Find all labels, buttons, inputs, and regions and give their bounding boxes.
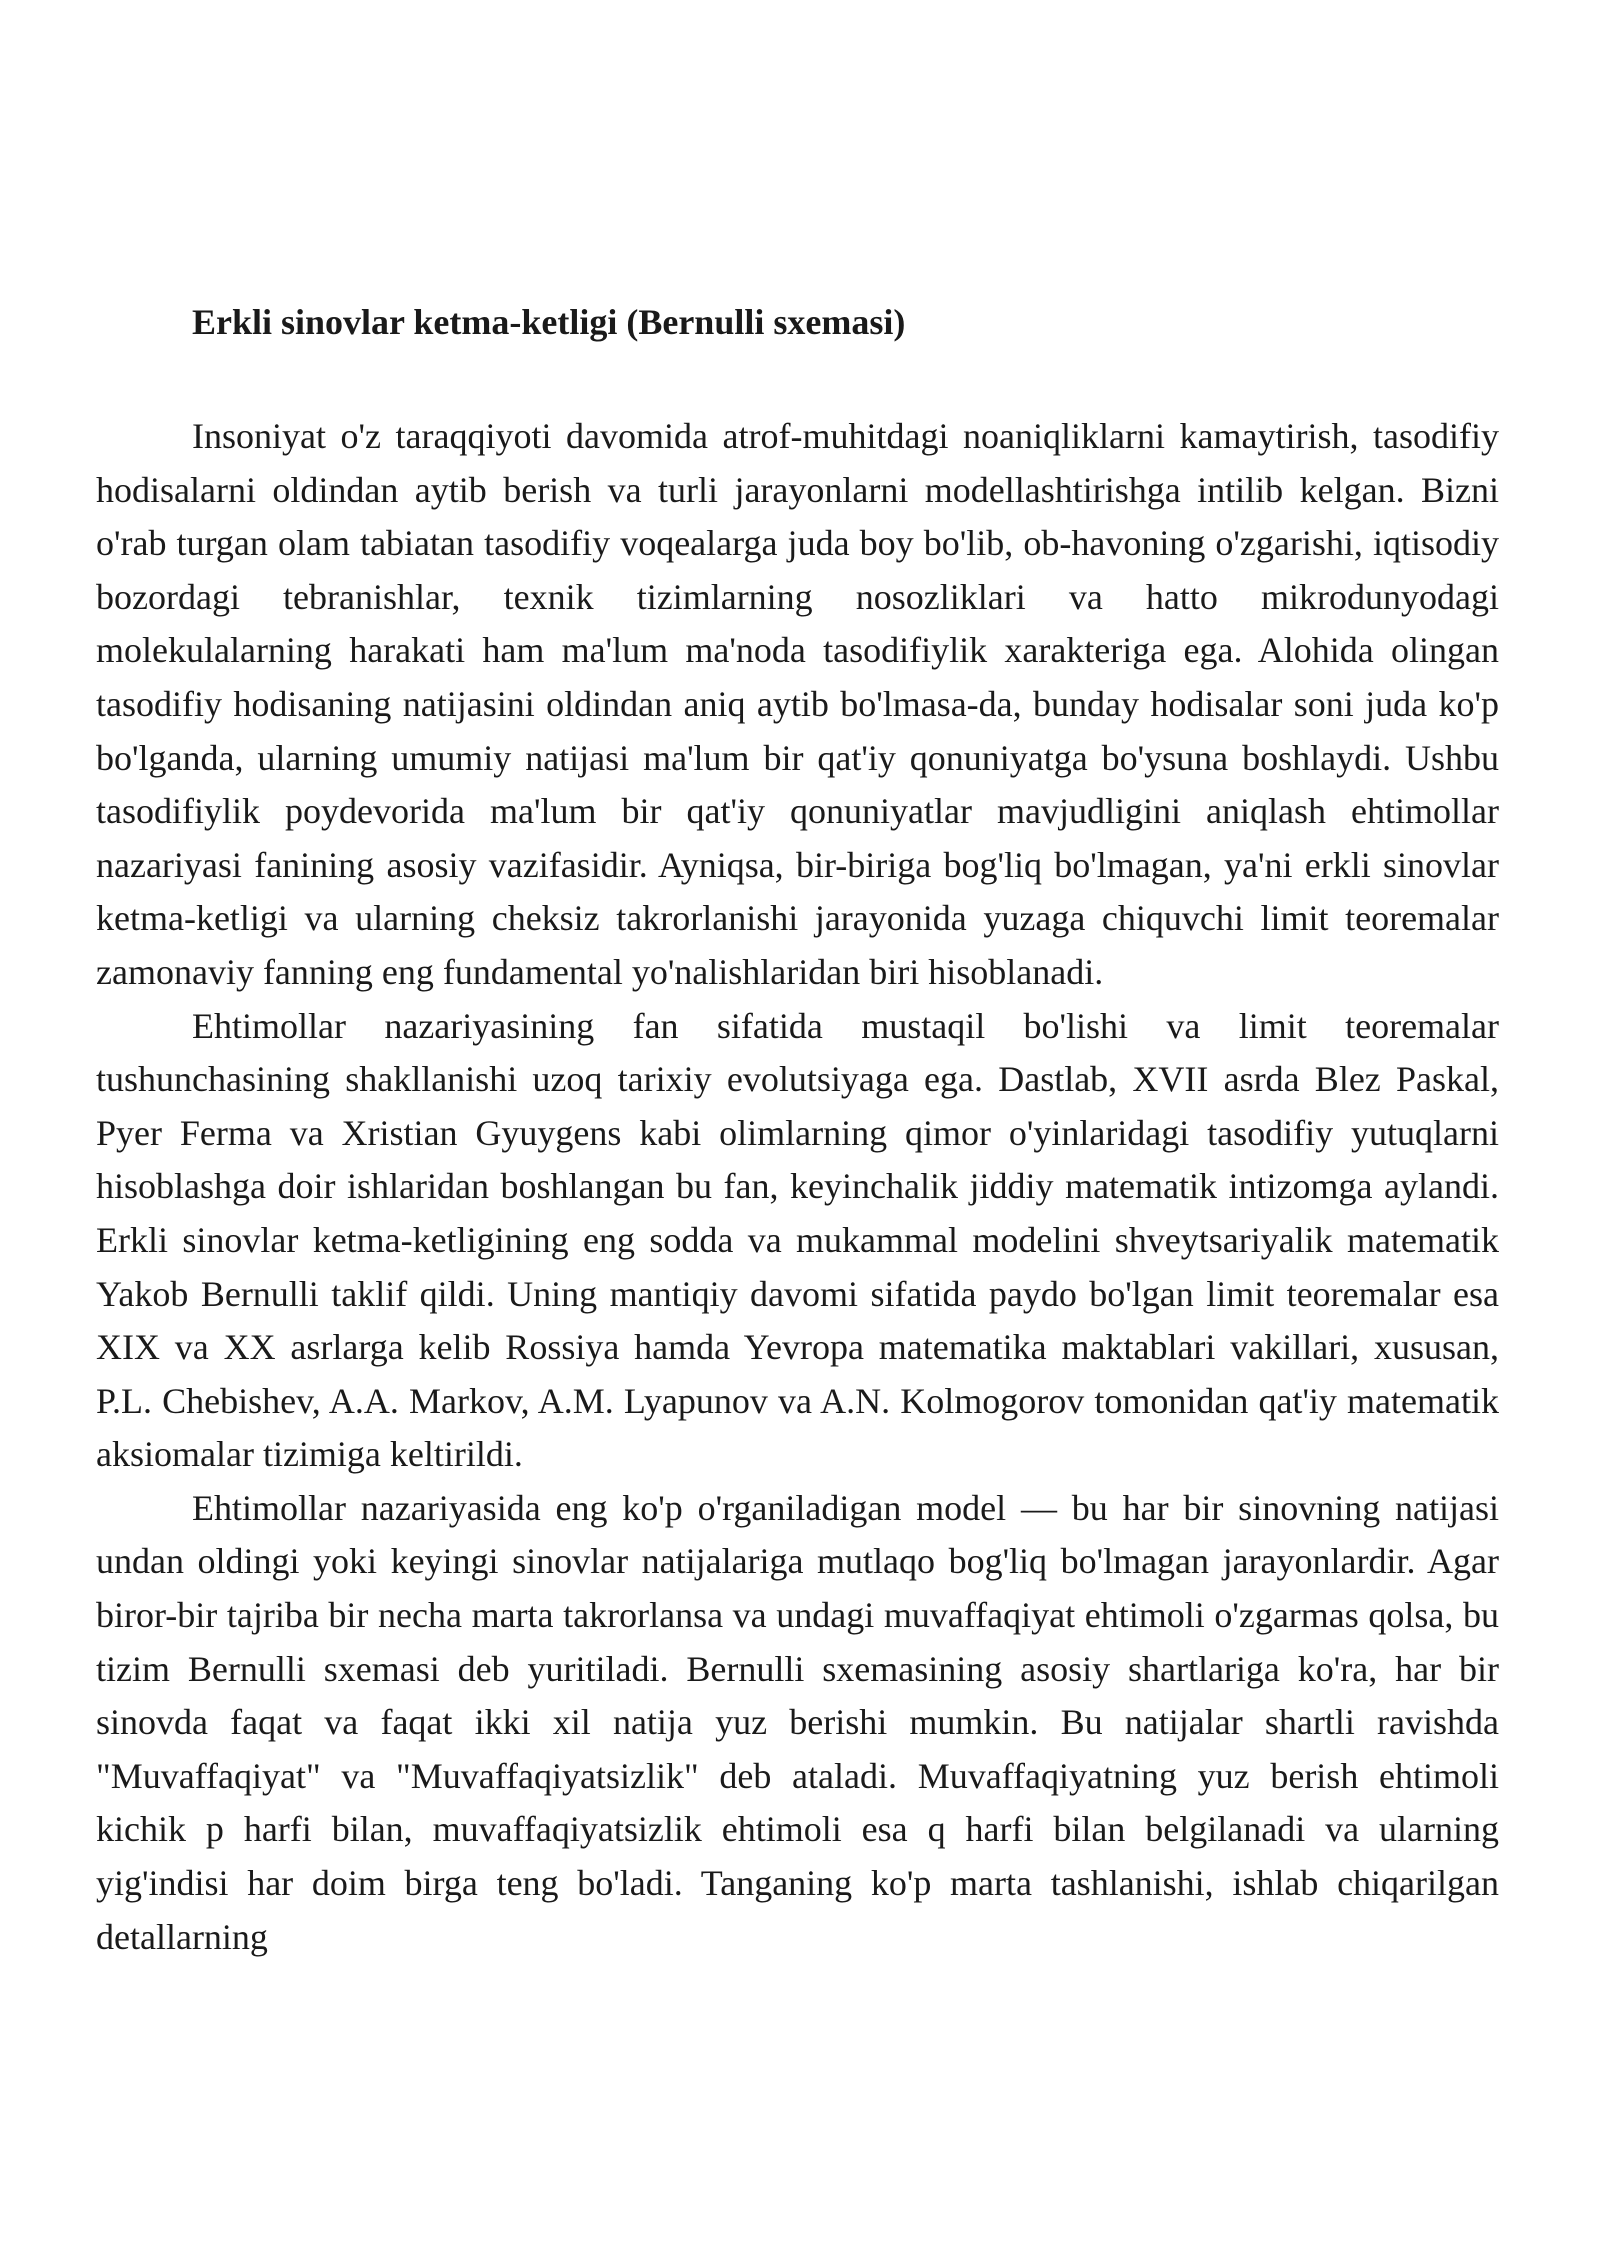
document-title: Erkli sinovlar ketma-ketligi (Bernulli sxemasi)	[192, 302, 906, 342]
document-page	[96, 296, 1499, 1964]
paragraph-bernoulli-scheme: Ehtimollar nazariyasida eng ko'p o'rganiladigan model — bu har bir sinovning natijasi undan oldingi yoki keyingi sinovlar natijalariga mutlaqo bog'liq bo'lmagan jarayonlardir. Agar biror-bir tajriba bir necha marta takrorlansa va undagi muvaffaqiyat ehtimoli o'zgarmas qolsa, bu tizim Bernulli sxemasi deb yuritiladi. Bernulli sxemasining asosiy shartlariga ko'ra, har bir sinovda faqat va faqat ikki xil natija yuz berishi mumkin. Bu natijalar shartli ravishda "Muvaffaqiyat" va "Muvaffaqiyatsizlik" deb ataladi. Muvaffaqiyatning yuz berish ehtimoli kichik p harfi bilan, muvaffaqiyatsizlik ehtimoli esa q harfi bilan belgilanadi va ularning yig'indisi har doim birga teng bo'ladi. Tanganing ko'p marta tashlanishi, ishlab chiqarilgan detallarning	[96, 1487, 1499, 1957]
paragraph-intro: Insoniyat o'z taraqqiyoti davomida atrof-muhitdagi noaniqliklarni kamaytirish, tasodifiy hodisalarni oldindan aytib berish va turli jarayonlarni modellashtirishga intilib kelgan. Bizni o'rab turgan olam tabiatan tasodifiy voqealarga juda boy bo'lib, ob-havoning o'zgarishi, iqtisodiy bozordagi tebranishlar, texnik tizimlarning nosozliklari va hatto mikrodunyodagi molekulalarning harakati ham ma'lum ma'noda tasodifiylik xarakteriga ega. Alohida olingan tasodifiy hodisaning natijasini oldindan aniq aytib bo'lmasa-da, bunday hodisalar soni juda ko'p bo'lganda, ularning umumiy natijasi ma'lum bir qat'iy qonuniyatga bo'ysuna boshlaydi. Ushbu tasodifiylik poydevorida ma'lum bir qat'iy qonuniyatlar mavjudligini aniqlash ehtimollar nazariyasi fanining asosiy vazifasidir. Ayniqsa, bir-biriga bog'liq bo'lmagan, ya'ni erkli sinovlar ketma-ketligi va ularning cheksiz takrorlanishi jarayonida yuzaga chiquvchi limit teoremalar zamonaviy fanning eng fundamental yo'nalishlaridan biri hisoblanadi.	[96, 416, 1499, 992]
paragraph-history: Ehtimollar nazariyasining fan sifatida mustaqil bo'lishi va limit teoremalar tushunchasining shakllanishi uzoq tarixiy evolutsiyaga ega. Dastlab, XVII asrda Blez Paskal, Pyer Ferma va Xristian Gyuygens kabi olimlarning qimor o'yinlaridagi tasodifiy yutuqlarni hisoblashga doir ishlaridan boshlangan bu fan, keyinchalik jiddiy matematik intizomga aylandi. Erkli sinovlar ketma-ketligining eng sodda va mukammal modelini shveytsariyalik matematik Yakob Bernulli taklif qildi. Uning mantiqiy davomi sifatida paydo bo'lgan limit teoremalar esa XIX va XX asrlarga kelib Rossiya hamda Yevropa matematika maktablari vakillari, xususan, P.L. Chebishev, A.A. Markov, A.M. Lyapunov va A.N. Kolmogorov tomonidan qat'iy matematik aksiomalar tizimiga keltirildi.	[96, 1005, 1499, 1475]
